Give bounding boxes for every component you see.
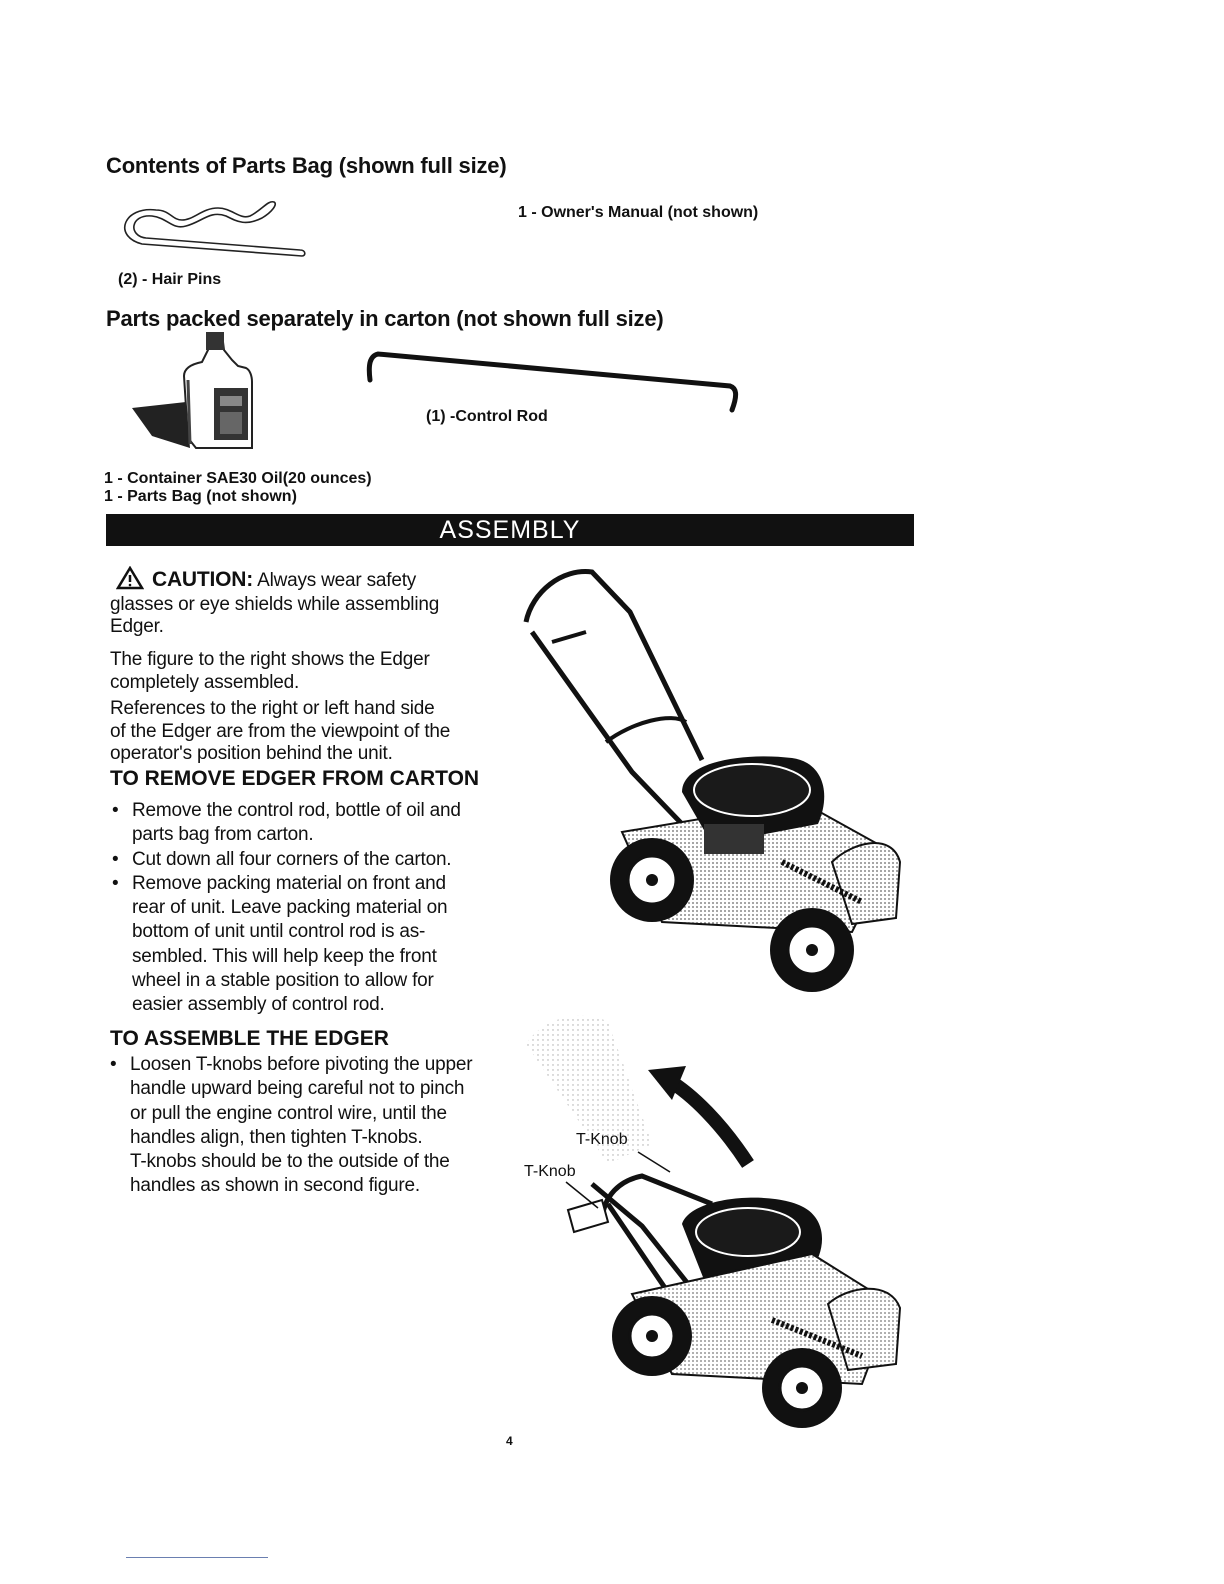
list-item: • Cut down all four corners of the carton. xyxy=(108,848,508,872)
carton-title: Parts packed separately in carton (not shown full size) xyxy=(106,306,664,331)
owners-manual-label: 1 - Owner's Manual (not shown) xyxy=(518,204,759,221)
assemble-heading: TO ASSEMBLE THE EDGER xyxy=(110,1027,389,1050)
parts-bag-note: 1 - Parts Bag (not shown) xyxy=(104,488,297,505)
caution-line-1 xyxy=(152,568,416,592)
caution-text-3: Edger. xyxy=(110,616,164,637)
oil-container-illustration xyxy=(128,330,258,456)
caution-text-1: Always wear safety xyxy=(257,570,417,591)
assembly-banner: ASSEMBLY xyxy=(106,514,914,546)
edger-handle-pivot-illustration xyxy=(512,1004,912,1434)
list-item: • Remove the control rod, bottle of oil and parts bag from carton. xyxy=(112,800,461,846)
oil-container-label: 1 - Container SAE30 Oil(20 ounces) xyxy=(104,470,372,487)
hair-pins-label: (2) - Hair Pins xyxy=(118,271,222,288)
edger-assembled-illustration xyxy=(512,562,912,1002)
references-2: of the Edger are from the viewpoint of the xyxy=(110,721,451,742)
page-number: 4 xyxy=(506,1434,513,1448)
caution-word: CAUTION: xyxy=(152,568,254,591)
bullet: • xyxy=(112,872,119,894)
remove-list xyxy=(108,799,508,1018)
references-3: operator's position behind the unit. xyxy=(110,743,393,764)
assemble-list xyxy=(106,1053,506,1199)
bullet: • xyxy=(110,1054,117,1075)
tknob-label-1: T-Knob xyxy=(576,1131,628,1148)
warning-triangle-icon xyxy=(116,566,144,590)
bullet: • xyxy=(112,800,119,821)
footer-rule xyxy=(126,1557,268,1558)
tknob-label-2: T-Knob xyxy=(524,1163,576,1180)
references-1: References to the right or left hand side xyxy=(110,698,435,719)
remove-heading: TO REMOVE EDGER FROM CARTON xyxy=(110,767,480,790)
figure-note-1: The figure to the right shows the Edger xyxy=(110,649,430,670)
figure-note-2: completely assembled. xyxy=(110,672,300,693)
control-rod-illustration xyxy=(360,344,750,418)
parts-bag-title: Contents of Parts Bag (shown full size) xyxy=(106,153,507,178)
bullet: • xyxy=(112,848,119,870)
control-rod-label: (1) -Control Rod xyxy=(426,408,548,425)
list-item: • Remove packing material on front and rear of unit. Leave packing material on bottom of unit until control rod is as- sembled. This will help keep the front wheel in a stable position to allow for easier assembly of control rod. xyxy=(112,872,448,1016)
caution-text-2: glasses or eye shields while assembling xyxy=(110,594,440,615)
hair-pin-illustration xyxy=(116,196,308,266)
list-item: • Loosen T-knobs before pivoting the upper handle upward being careful not to pinch or pull the engine control wire, until the handles align, then tighten T-knobs. T-knobs should be to the outside of the handles as shown in second figure. xyxy=(110,1054,473,1197)
